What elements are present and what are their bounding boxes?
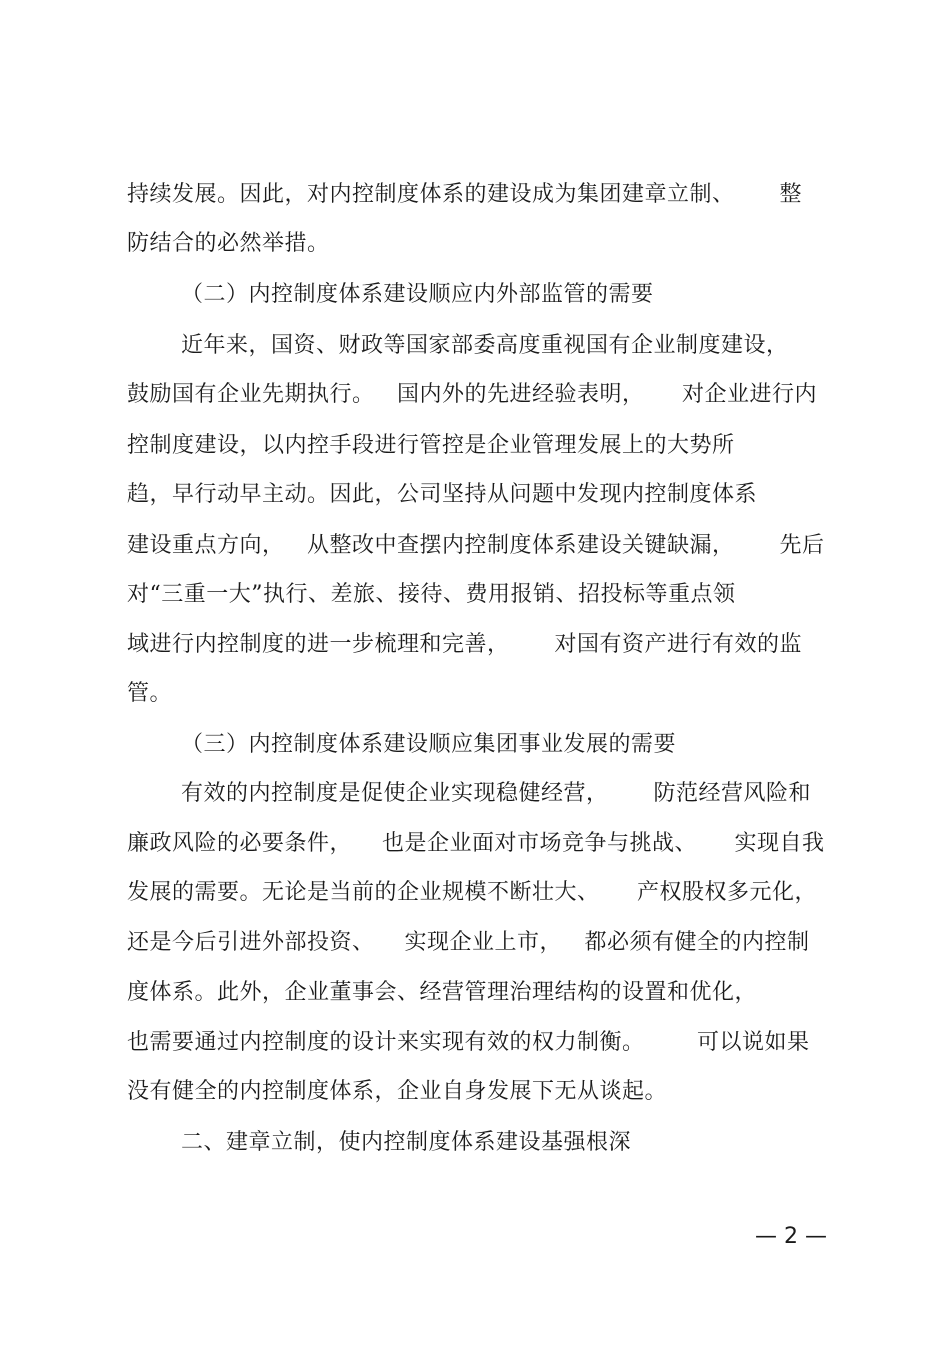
- body-text-line: 管。: [127, 681, 173, 706]
- body-text-line: 度体系。此外，企业董事会、经营管理治理结构的设置和优化，: [127, 980, 758, 1005]
- body-text-line: 没有健全的内控制度体系，企业自身发展下无从谈起。: [127, 1079, 668, 1104]
- page-number: — 2 —: [755, 1224, 827, 1249]
- body-text-line: 趋，早行动早主动。因此，公司坚持从问题中发现内控制度体系: [127, 482, 758, 507]
- body-text-line: 建设重点方向， 从整改中查摆内控制度体系建设关键缺漏， 先后: [127, 533, 825, 558]
- body-text-line: 鼓励国有企业先期执行。 国内外的先进经验表明， 对企业进行内: [127, 382, 817, 407]
- body-text-line: 发展的需要。无论是当前的企业规模不断壮大、 产权股权多元化，: [127, 880, 817, 905]
- body-text-line: 域进行内控制度的进一步梳理和完善， 对国有资产进行有效的监: [127, 632, 802, 657]
- section-heading: （二）内控制度体系建设顺应内外部监管的需要: [181, 282, 654, 307]
- body-text-line: 也需要通过内控制度的设计来实现有效的权力制衡。 可以说如果: [127, 1030, 810, 1055]
- body-text-line: 对“三重一大”执行、差旅、接待、费用报销、招投标等重点领: [127, 582, 736, 607]
- body-text-line: 防结合的必然举措。: [127, 231, 330, 256]
- body-text-line: 近年来，国资、财政等国家部委高度重视国有企业制度建设，: [181, 333, 789, 358]
- section-heading: （三）内控制度体系建设顺应集团事业发展的需要: [181, 732, 677, 757]
- body-text-line: 廉政风险的必要条件， 也是企业面对市场竞争与挑战、 实现自我: [127, 831, 825, 856]
- section-heading: 二、建章立制，使内控制度体系建设基强根深: [181, 1130, 632, 1155]
- body-text-line: 持续发展。因此，对内控制度体系的建设成为集团建章立制、 整: [127, 182, 802, 207]
- body-text-line: 还是今后引进外部投资、 实现企业上市， 都必须有健全的内控制: [127, 930, 810, 955]
- body-text-line: 控制度建设，以内控手段进行管控是企业管理发展上的大势所: [127, 433, 735, 458]
- body-text-line: 有效的内控制度是促使企业实现稳健经营， 防范经营风险和: [181, 781, 811, 806]
